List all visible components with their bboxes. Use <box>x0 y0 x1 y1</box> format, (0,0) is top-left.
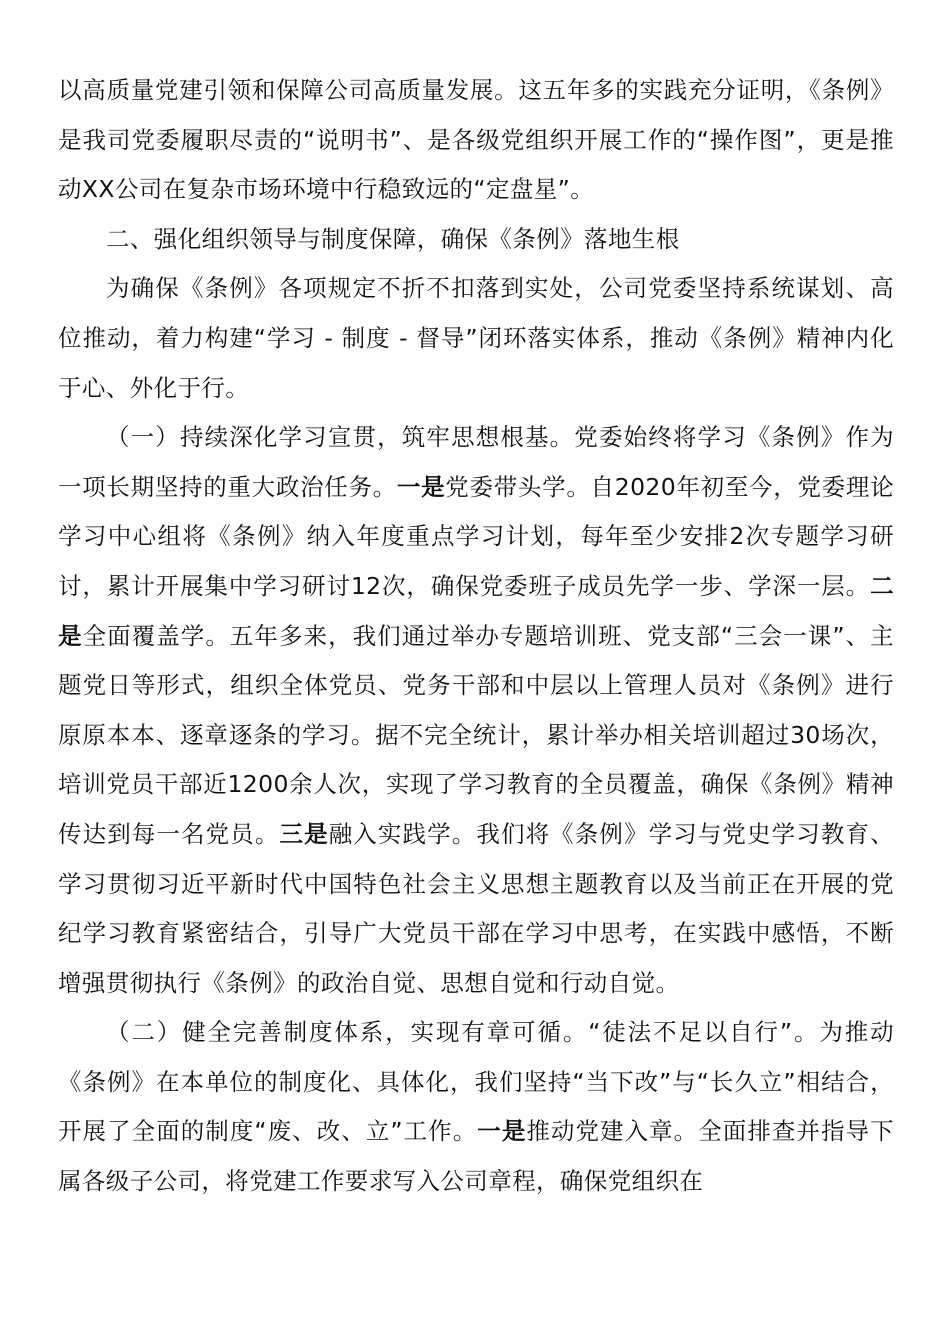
document-page <box>58 66 894 1207</box>
subsection-one-paragraph <box>58 413 894 1008</box>
item-three-text: 融入实践学。我们将《条例》学习与党史学习教育、学习贯彻习近平新时代中国特色社会主义思想主题教育以及当前正在开展的党纪学习教育紧密结合，引导广大党员干部在学习中思考，在实践中感悟，不断增强贯彻执行《条例》的政治自觉、思想自觉和行动自觉。 <box>58 819 894 997</box>
item-one-label: 一是 <box>396 472 446 501</box>
item-one-text: 党委带头学。自2020年初至今，党委理论学习中心组将《条例》纳入年度重点学习计划，每年至少安排2次专题学习研讨，累计开展集中学习研讨12次，确保党委班子成员先学一步、学深一层。 <box>58 472 894 600</box>
paragraph-intro-end: 以高质量党建引领和保障公司高质量发展。这五年多的实践充分证明，《条例》是我司党委履职尽责的“说明书”、是各级党组织开展工作的“操作图”，更是推动XX公司在复杂市场环境中行稳致远的“定盘星”。 <box>58 76 894 204</box>
sub-two-item-one-text: 推动党建入章。全面排查并指导下属各级子公司，将党建工作要求写入公司章程，确保党组织在 <box>58 1117 894 1196</box>
subsection-two-paragraph <box>58 1008 894 1206</box>
subsection-one-lead: （一）持续深化学习宣贯，筑牢思想根基。党委始终将学习《条例》作为一项长期坚持的重大政治任务。 <box>58 423 894 501</box>
section-two-intro: 为确保《条例》各项规定不折不扣落到实处，公司党委坚持系统谋划、高位推动，着力构建“学习 - 制度 - 督导”闭环落实体系，推动《条例》精神内化于心、外化于行。 <box>58 274 894 402</box>
item-three-label: 三是 <box>279 819 329 848</box>
section-two-heading: 二、强化组织领导与制度保障，确保《条例》落地生根 <box>106 224 680 253</box>
subsection-two-lead: （二）健全完善制度体系，实现有章可循。“徒法不足以自行”。为推动《条例》在本单位的制度化、具体化，我们坚持“当下改”与“长久立”相结合，开展了全面的制度“废、改、立”工作。 <box>58 1018 894 1146</box>
item-two-text: 全面覆盖学。五年多来，我们通过举办专题培训班、党支部“三会一课”、主题党日等形式，组织全体党员、党务干部和中层以上管理人员对《条例》进行原原本本、逐章逐条的学习。据不完全统计，累计举办相关培训超过30场次，培训党员干部近1200余人次，实现了学习教育的全员覆盖，确保《条例》精神传达到每一名党员。 <box>58 621 894 848</box>
item-two-label: 二是 <box>58 571 894 650</box>
sub-two-item-one-label: 一是 <box>477 1117 527 1146</box>
